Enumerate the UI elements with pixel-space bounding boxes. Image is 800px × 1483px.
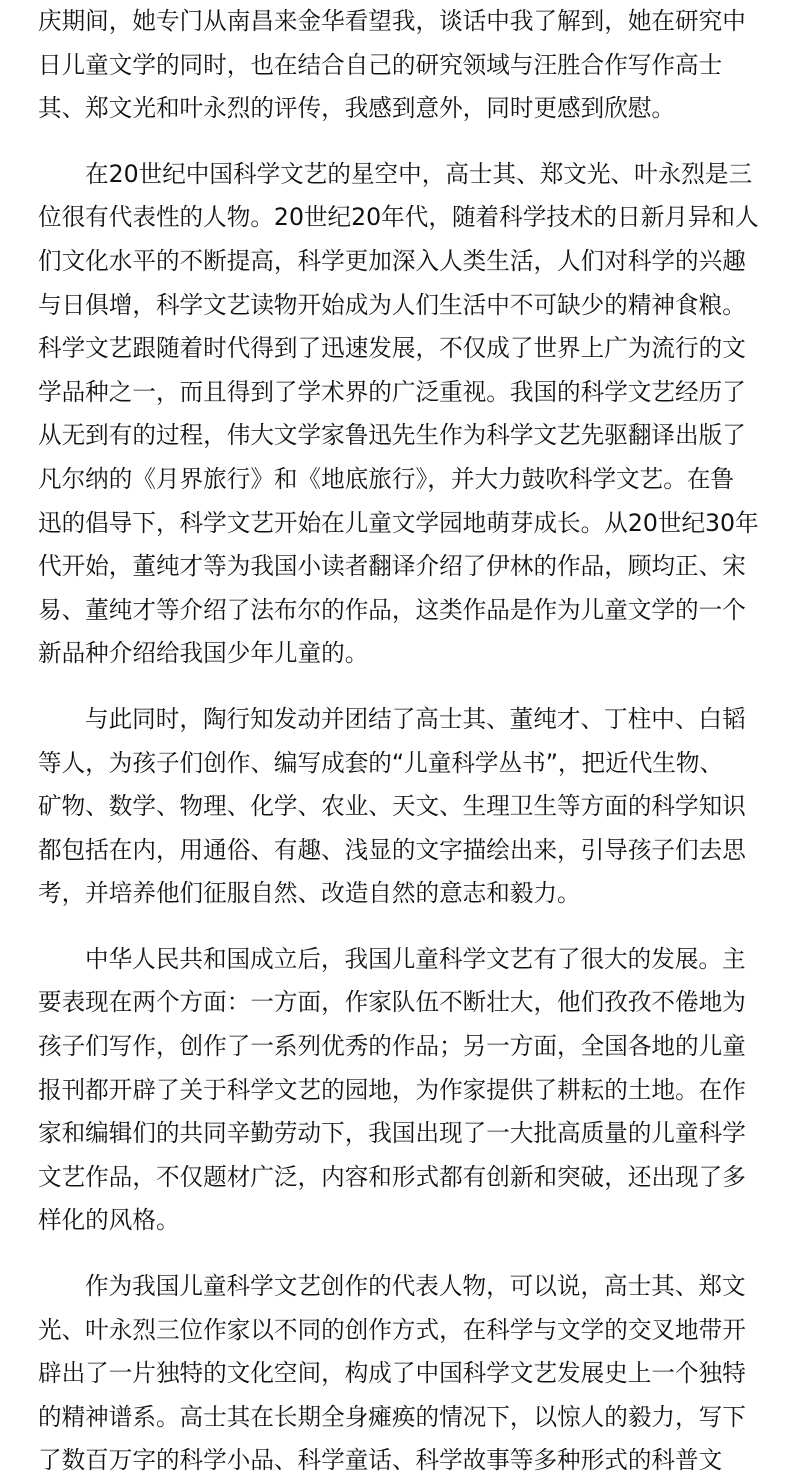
text-line: 都包括在内，用通俗、有趣、浅显的文字描绘出来，引导孩子们去思 — [38, 835, 746, 864]
text-line: 位很有代表性的人物。20世纪20年代，随着科学技术的日新月异和人 — [38, 203, 759, 232]
text-line: 们文化水平的不断提高，科学更加深入人类生活，人们对科学的兴趣 — [38, 246, 746, 275]
text-line: 迅的倡导下，科学文艺开始在儿童文学园地萌芽成长。从20世纪30年 — [38, 508, 759, 537]
paragraph-2 — [38, 153, 762, 676]
text-line: 报刊都开辟了关于科学文艺的园地，为作家提供了耕耘的土地。在作 — [38, 1075, 746, 1104]
text-line: 科学文艺跟随着时代得到了迅速发展，不仅成了世界上广为流行的文 — [38, 334, 746, 363]
text-line: 中华人民共和国成立后，我国儿童科学文艺有了很大的发展。主 — [85, 944, 746, 973]
paragraph-4 — [38, 938, 762, 1243]
text-line: 考，并培养他们征服自然、改造自然的意志和毅力。 — [38, 879, 581, 908]
text-line: 易、董纯才等介绍了法布尔的作品，这类作品是作为儿童文学的一个 — [38, 595, 746, 624]
text-line: 光、叶永烈三位作家以不同的创作方式，在科学与文学的交叉地带开 — [38, 1315, 746, 1344]
paragraph-1 — [38, 0, 762, 131]
paragraph-5 — [38, 1265, 762, 1483]
text-line: 孩子们写作，创作了一系列优秀的作品；另一方面，全国各地的儿童 — [38, 1032, 746, 1061]
text-line: 新品种介绍给我国少年儿童的。 — [38, 639, 369, 668]
text-line: 要表现在两个方面：一方面，作家队伍不断壮大，他们孜孜不倦地为 — [38, 988, 746, 1017]
text-line: 矿物、数学、物理、化学、农业、天文、生理卫生等方面的科学知识 — [38, 792, 746, 821]
text-line: 学品种之一，而且得到了学术界的广泛重视。我国的科学文艺经历了 — [38, 377, 746, 406]
paragraph-3 — [38, 698, 762, 916]
text-line: 等人，为孩子们创作、编写成套的“儿童科学丛书”，把近代生物、 — [38, 748, 724, 777]
text-line: 日儿童文学的同时，也在结合自己的研究领域与汪胜合作写作高士 — [38, 50, 723, 79]
text-line: 其、郑文光和叶永烈的评传，我感到意外，同时更感到欣慰。 — [38, 94, 676, 123]
text-line: 庆期间，她专门从南昌来金华看望我，谈话中我了解到，她在研究中 — [38, 7, 746, 35]
text-line: 辟出了一片独特的文化空间，构成了中国科学文艺发展史上一个独特 — [38, 1359, 746, 1388]
text-line: 从无到有的过程，伟大文学家鲁迅先生作为科学文艺先驱翻译出版了 — [38, 421, 746, 450]
text-line: 凡尔纳的《月界旅行》和《地底旅行》，并大力鼓吹科学文艺。在鲁 — [38, 464, 735, 493]
text-line: 了数百万字的科学小品、科学童话、科学故事等多种形式的科普文 — [38, 1446, 723, 1475]
text-line: 与此同时，陶行知发动并团结了高士其、董纯才、丁柱中、白韬 — [85, 704, 746, 733]
text-line: 代开始，董纯才等为我国小读者翻译介绍了伊林的作品，顾均正、宋 — [38, 552, 746, 581]
text-line: 家和编辑们的共同辛勤劳动下，我国出现了一大批高质量的儿童科学 — [38, 1119, 746, 1148]
text-line: 文艺作品，不仅题材广泛，内容和形式都有创新和突破，还出现了多 — [38, 1162, 746, 1191]
text-line: 作为我国儿童科学文艺创作的代表人物，可以说，高士其、郑文 — [85, 1272, 746, 1301]
text-line: 的精神谱系。高士其在长期全身瘫痪的情况下，以惊人的毅力，写下 — [38, 1402, 746, 1431]
text-line: 与日俱增，科学文艺读物开始成为人们生活中不可缺少的精神食粮。 — [38, 290, 746, 319]
text-line: 样化的风格。 — [38, 1206, 180, 1235]
text-line: 在20世纪中国科学文艺的星空中，高士其、郑文光、叶永烈是三 — [85, 159, 753, 188]
